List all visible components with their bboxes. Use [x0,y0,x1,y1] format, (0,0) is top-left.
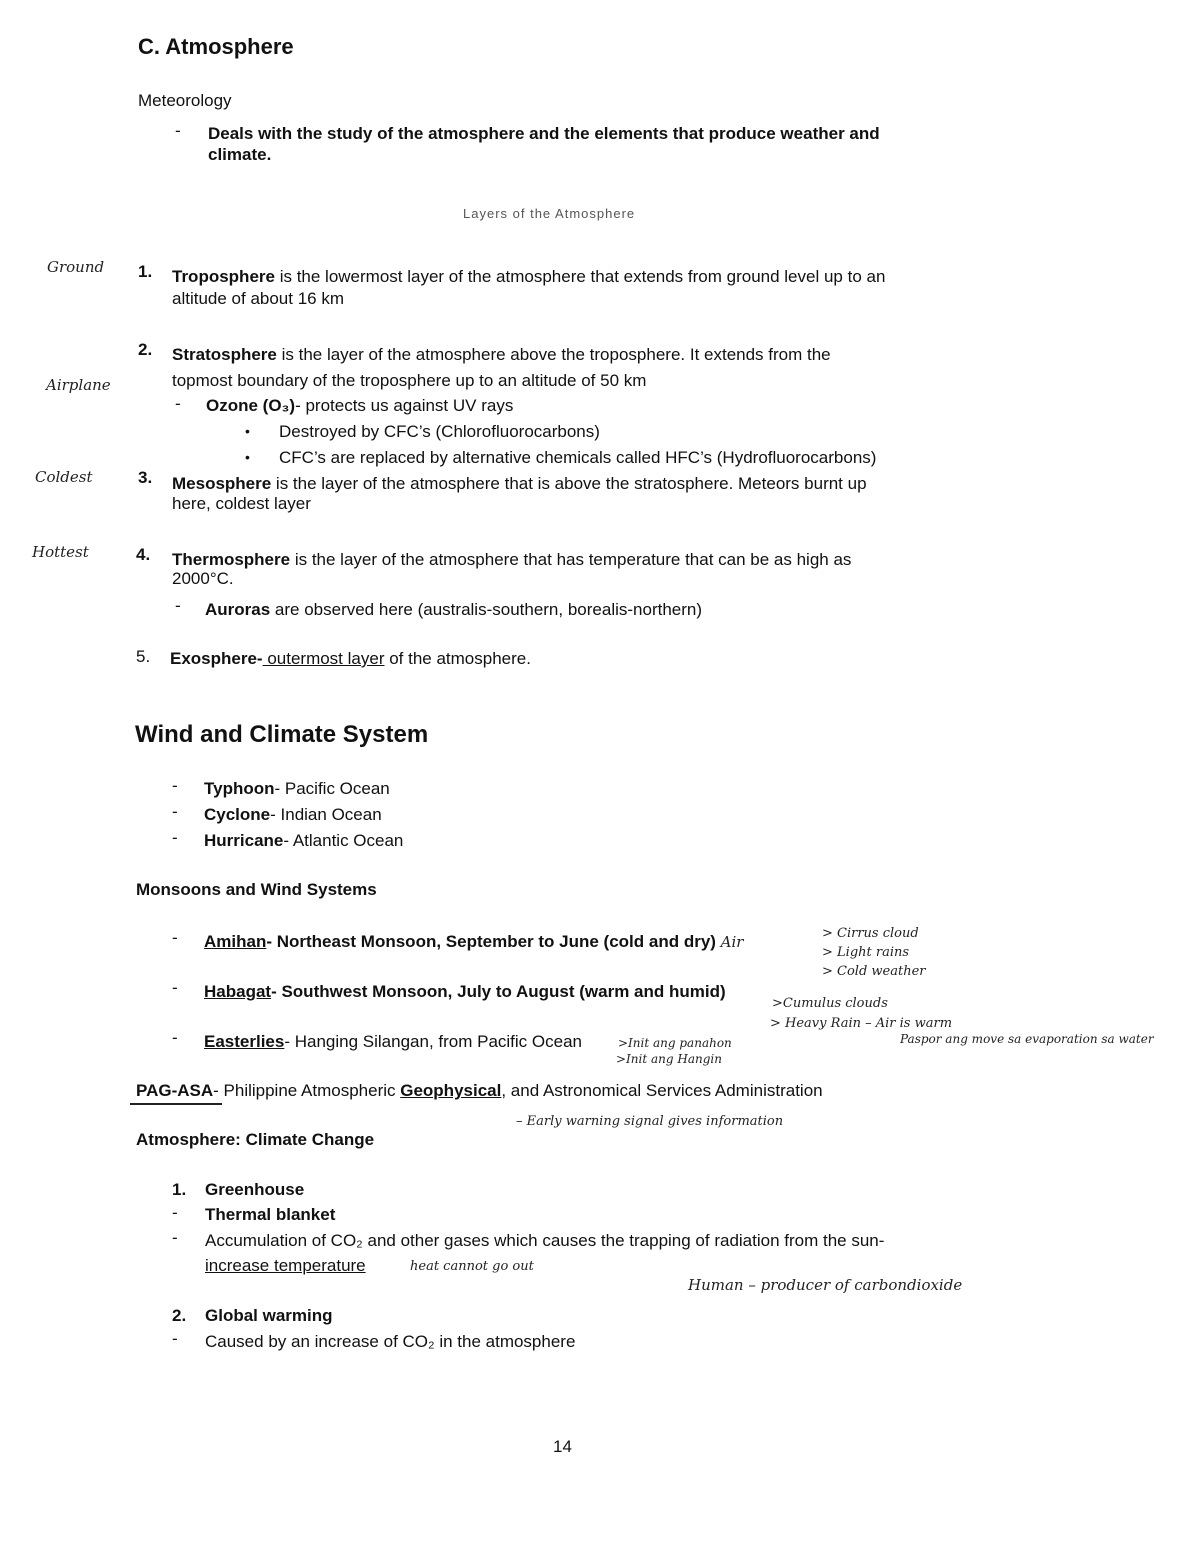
auroras-text: are observed here (australis-southern, borealis-northern) [270,600,703,619]
wind-heading: Wind and Climate System [135,721,429,748]
list-number: 4. [136,545,151,564]
section-title: C. Atmosphere [138,34,294,59]
ozone-item [206,396,513,416]
thermosphere-line1 [172,550,851,570]
habagat-term: Habagat [204,982,272,1001]
dash-bullet: - [172,1028,178,1047]
exosphere-line [170,649,531,669]
bullet-dot: • [245,423,250,439]
pagasa-line [136,1081,823,1101]
mesosphere-text: is the layer of the atmosphere that is above the stratosphere. Meteors burnt up [271,474,867,493]
thermosphere-text: is the layer of the atmosphere that has temperature that can be as high as [290,550,852,569]
meteorology-definition-line2: climate. [208,145,272,164]
list-number: 2. [138,340,153,359]
greenhouse-title: Greenhouse [205,1180,305,1199]
auroras-item [205,600,702,620]
list-number: 3. [138,468,153,487]
auroras-term: Auroras [205,600,271,619]
wind-item-name: Typhoon [204,779,275,798]
thermosphere-term: Thermosphere [172,550,291,569]
amihan-text: - Northeast Monsoon, September to June (cold and dry) [266,932,716,951]
easterlies-hand-1: >Init ang panahon [618,1036,732,1050]
dash-bullet: - [172,1203,178,1222]
pagasa-text-b: , and Astronomical Services Administration [501,1081,823,1100]
human-hand-note: Human – producer of carbondioxide [688,1276,963,1294]
amihan-note: Air [720,933,744,951]
wind-item-cyclone [204,805,382,825]
dash-bullet: - [172,802,178,821]
list-number: 1. [172,1180,187,1199]
cfc-replaced: CFC’s are replaced by alternative chemicals called HFC’s (Hydrofluorocarbons) [279,448,877,467]
easterlies-hand-2: >Init ang Hangin [616,1052,722,1066]
stratosphere-term: Stratosphere [172,345,277,364]
habagat-hand-1: >Cumulus clouds [772,996,888,1011]
dash-bullet: - [172,828,178,847]
mesosphere-line2: here, coldest layer [172,494,311,513]
amihan-hand-3: > Cold weather [822,964,926,979]
stratosphere-text: is the layer of the atmosphere above the troposphere. It extends from the [276,345,831,364]
global-warming-text: Caused by an increase of CO₂ in the atmosphere [205,1332,576,1351]
mesosphere-term: Mesosphere [172,474,272,493]
monsoons-heading: Monsoons and Wind Systems [136,880,377,899]
margin-note-ground: Ground [47,258,105,276]
amihan-item [204,932,743,952]
thermosphere-line2: 2000°C. [172,569,234,588]
bullet-dot: • [245,449,250,465]
troposphere-line2: altitude of about 16 km [172,289,345,308]
troposphere-line1 [172,267,885,287]
climate-heading: Atmosphere: Climate Change [136,1130,375,1149]
thermal-blanket: Thermal blanket [205,1205,336,1224]
amihan-hand-2: > Light rains [822,945,910,960]
dash-bullet: - [175,596,181,615]
mesosphere-line1 [172,474,867,494]
easterlies-item [204,1032,582,1052]
pagasa-text-a: - Philippine Atmospheric [213,1081,401,1100]
cfc-destroyed: Destroyed by CFC’s (Chlorofluorocarbons) [279,422,600,441]
ozone-text: - protects us against UV rays [295,396,514,415]
pagasa-hand-note: – Early warning signal gives information [516,1114,784,1129]
stratosphere-line2: topmost boundary of the troposphere up to an altitude of 50 km [172,371,647,390]
wind-item-text: - Atlantic Ocean [283,831,404,850]
underline-stroke [130,1103,222,1105]
margin-note-hottest: Hottest [32,543,89,561]
accumulation-line1: Accumulation of CO₂ and other gases which causes the trapping of radiation from the sun- [205,1231,885,1250]
exosphere-underlined: outermost layer [262,649,385,668]
exosphere-term: Exosphere- [170,649,263,668]
dash-bullet: - [172,1228,178,1247]
dash-bullet: - [172,978,178,997]
easterlies-text: - Hanging Silangan, from Pacific Ocean [284,1032,582,1051]
margin-note-airplane: Airplane [46,376,111,394]
wind-item-text: - Indian Ocean [270,805,382,824]
list-number: 5. [136,647,151,666]
stratosphere-line1 [172,345,831,365]
habagat-hand-3: Paspor ang move sa evaporation sa water [900,1032,1154,1046]
wind-item-hurricane [204,831,403,851]
exosphere-text: of the atmosphere. [384,649,531,668]
pagasa-geophysical: Geophysical [400,1081,502,1100]
dash-bullet: - [172,776,178,795]
list-number: 1. [138,262,153,281]
wind-item-typhoon [204,779,390,799]
global-warming-title: Global warming [205,1306,333,1325]
dash-bullet: - [175,121,181,140]
ozone-term: Ozone (O₃) [206,396,296,415]
meteorology-definition-line1: Deals with the study of the atmosphere and the elements that produce weather and [208,124,880,143]
layers-caption: Layers of the Atmosphere [463,206,636,221]
amihan-term: Amihan [204,932,267,951]
margin-note-coldest: Coldest [35,468,93,486]
accumulation-line2: increase temperature [205,1256,366,1275]
list-number: 2. [172,1306,187,1325]
amihan-hand-1: > Cirrus cloud [822,926,919,941]
dash-bullet: - [172,1329,178,1348]
wind-item-name: Hurricane [204,831,284,850]
wind-item-text: - Pacific Ocean [274,779,390,798]
page-number: 14 [553,1437,572,1456]
wind-item-name: Cyclone [204,805,271,824]
troposphere-text: is the lowermost layer of the atmosphere that extends from ground level up to an [274,267,886,286]
troposphere-term: Troposphere [172,267,275,286]
dash-bullet: - [175,394,181,413]
habagat-hand-2: > Heavy Rain – Air is warm [770,1016,953,1031]
dash-bullet: - [172,928,178,947]
meteorology-heading: Meteorology [138,91,232,110]
easterlies-term: Easterlies [204,1032,285,1051]
habagat-item [204,982,726,1002]
habagat-text: - Southwest Monsoon, July to August (warm and humid) [271,982,726,1001]
pagasa-term: PAG-ASA [136,1081,214,1100]
accumulation-hand-note: heat cannot go out [410,1259,534,1274]
